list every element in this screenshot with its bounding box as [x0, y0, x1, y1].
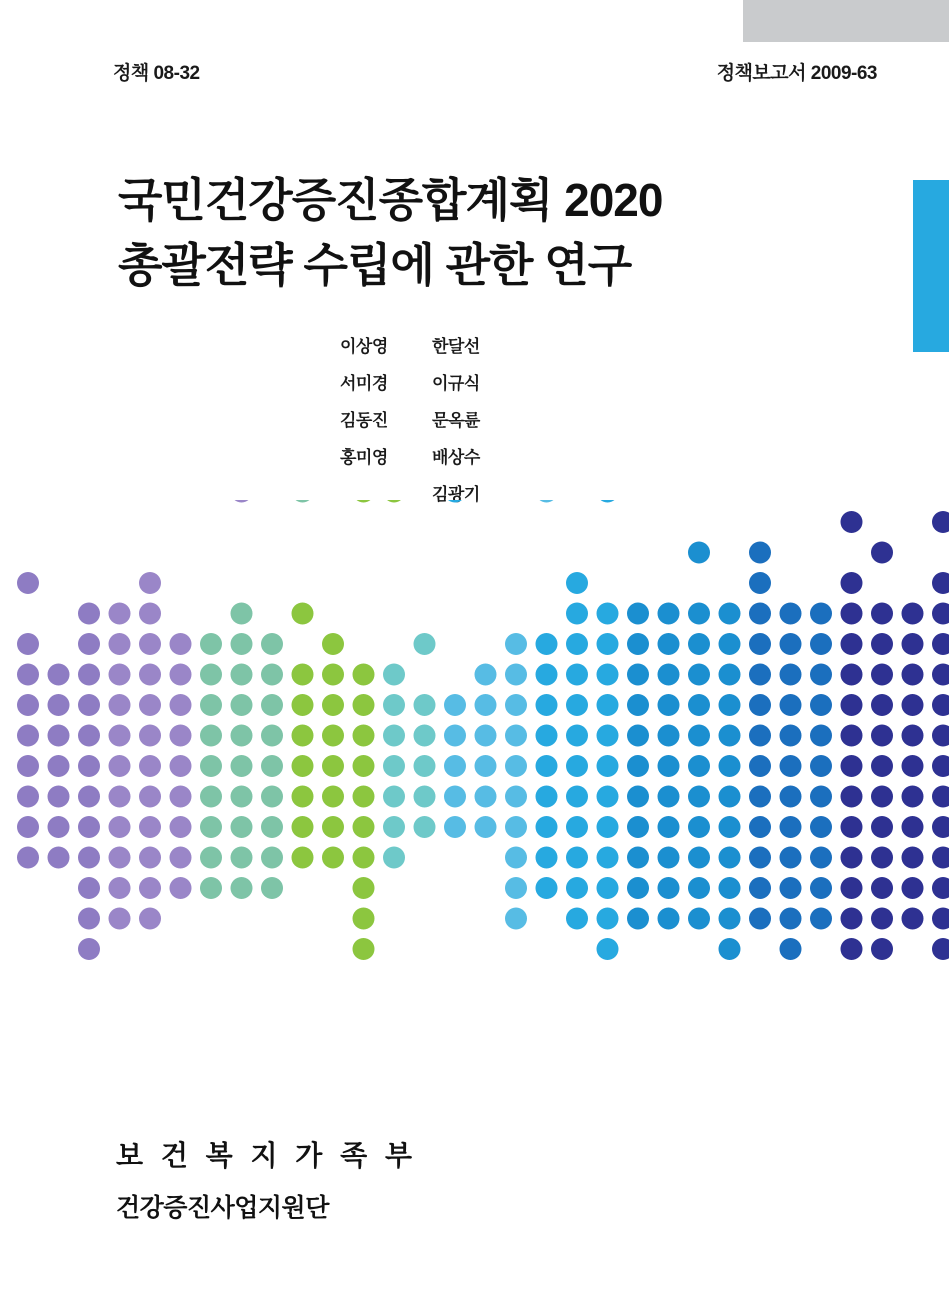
publisher-block [116, 1134, 417, 1224]
author-name: 서미경 [340, 374, 388, 393]
policy-code-left: 정책 08-32 [113, 63, 200, 84]
author-row [340, 332, 640, 369]
author-name: 문옥륜 [432, 411, 480, 430]
corner-cyan-block [913, 180, 949, 352]
policy-code-right: 정책보고서 2009-63 [716, 63, 877, 84]
publisher-division: 건강증진사업지원단 [116, 1194, 329, 1222]
publisher-ministry: 보 건 복 지 가 족 부 [116, 1140, 418, 1171]
decorative-dot-graphic [0, 500, 949, 1020]
author-name: 김광기 [432, 485, 480, 504]
author-name: 김동진 [340, 411, 388, 430]
title-line-1: 국민건강증진종합계획 2020 [118, 174, 663, 226]
author-name: 한달선 [432, 337, 480, 356]
author-name: 배상수 [432, 448, 480, 467]
author-name: 이규식 [432, 374, 480, 393]
author-name: 이상영 [340, 337, 388, 356]
corner-gray-block [743, 0, 949, 42]
header-row [0, 58, 949, 82]
author-row [340, 406, 640, 443]
title-line-2: 총괄전략 수립에 관한 연구 [118, 239, 632, 292]
page-title [118, 168, 878, 299]
author-list [340, 332, 640, 517]
author-row [340, 369, 640, 406]
author-row [340, 443, 640, 480]
author-name: 홍미영 [340, 448, 388, 467]
